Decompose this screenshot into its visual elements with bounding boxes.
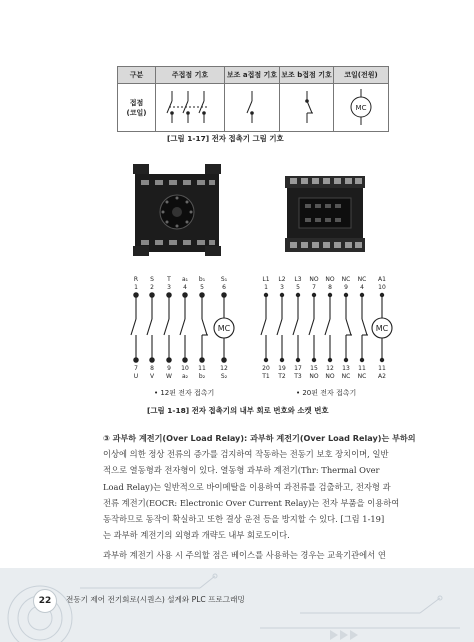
- pin-number: 2: [150, 284, 154, 291]
- pin-letter: NC: [357, 276, 367, 283]
- pin-letter: NO: [325, 276, 335, 283]
- pin-number: 10: [181, 365, 189, 372]
- pin-letter: L1: [262, 276, 270, 283]
- pin-letter: NO: [309, 373, 319, 380]
- pin-letter: U: [133, 373, 139, 380]
- b-contact-symbol: [280, 84, 334, 132]
- pin-letter: a₂: [181, 373, 189, 380]
- pin-letter: A1: [378, 276, 386, 283]
- figure1-caption: [그림 1-17] 전자 접촉기 그림 기호: [167, 134, 284, 143]
- pin-letter: T3: [294, 373, 302, 380]
- 12pin-socket-photo: [133, 160, 221, 258]
- pin-number: 9: [167, 365, 171, 372]
- table-header: 코일(전원): [334, 67, 389, 84]
- pin-number: 4: [360, 284, 364, 291]
- pin-letter: T2: [278, 373, 286, 380]
- pin-letter: NC: [341, 373, 351, 380]
- pin-letter: R: [133, 276, 139, 283]
- pin-number: 8: [328, 284, 332, 291]
- pin-letter: NC: [341, 276, 351, 283]
- pin-letter: b₂: [198, 373, 206, 380]
- pin-number: 4: [183, 284, 187, 291]
- table-header: 보조 b접점 기호: [280, 67, 334, 84]
- pin-number: 12: [326, 365, 334, 372]
- pin-number: 5: [296, 284, 300, 291]
- relay20-circuit: [258, 291, 398, 366]
- symbol-table: [117, 66, 389, 132]
- body-line: Load Relay)는 일반적으로 바이메탈을 이용하여 과전류를 검출하고, 전자형 과: [103, 481, 391, 492]
- row-label: 접점 (코일): [118, 84, 156, 132]
- relay20-coil-label: MC: [375, 324, 389, 333]
- pin-number: 1: [134, 284, 138, 291]
- pin-letter: W: [166, 373, 172, 380]
- relay12-coil-label: MC: [217, 324, 231, 333]
- main-contact-symbol: [156, 84, 225, 132]
- pin-letter: NO: [309, 276, 319, 283]
- body-line: 동작하므로 동작이 확실하고 또한 결상 운전 등을 방지할 수 있다. [그림 1-19]: [103, 514, 385, 525]
- pin-number: 7: [312, 284, 316, 291]
- coil-symbol-icon: [346, 87, 376, 127]
- footer-band: [0, 568, 474, 642]
- pin-letter: S: [150, 276, 154, 283]
- body-line: 과부하 계전기 사용 시 주의할 점은 베이스를 사용하는 경우는 교육기관에서 연: [103, 550, 386, 561]
- pin-number: 12: [220, 365, 228, 372]
- book-title: 전동기 제어 전기회로(시퀀스) 설계와 PLC 프로그래밍: [66, 595, 245, 604]
- pin-number: 17: [294, 365, 302, 372]
- body-line: ③ 과부하 계전기(Over Load Relay): 과부하 계전기(Over Load Relay)는 부하의: [103, 433, 416, 443]
- table-header: 주접점 기호: [156, 67, 225, 84]
- body-line: 이상에 의한 정상 전류의 증가를 검지하여 작동하는 전동기 보호 장치이며, 일반: [103, 449, 389, 460]
- pin-number: 8: [150, 365, 154, 372]
- table-header: 보조 a접점 기호: [225, 67, 280, 84]
- pin-number: 20: [262, 365, 270, 372]
- page-number: 22: [33, 589, 57, 613]
- pin-letter: NO: [325, 373, 335, 380]
- pin-number: 11: [198, 365, 206, 372]
- body-line: 적으로 열동형과 전자형이 있다. 열동형 과부하 계전기(Thr: Thermal Over: [103, 465, 380, 476]
- pin-letter: A2: [378, 373, 386, 380]
- pin-letter: T: [167, 276, 171, 283]
- figure2-caption: [그림 1-18] 전자 접촉기의 내부 회로 번호와 소켓 번호: [147, 406, 329, 415]
- table-header: 구분: [118, 67, 156, 84]
- pin-number: 10: [378, 284, 386, 291]
- body-line: 는 과부하 계전기의 외형과 개략도 내부 회로도이다.: [103, 530, 290, 541]
- main-contact-symbol-icon: [160, 87, 220, 127]
- b-contact-symbol-icon: [292, 87, 322, 127]
- relay12-caption: • 12핀 전자 접촉기: [154, 389, 215, 397]
- pin-number: 6: [222, 284, 226, 291]
- pin-number: 3: [167, 284, 171, 291]
- pin-number: 11: [378, 365, 386, 372]
- pin-number: 19: [278, 365, 286, 372]
- pin-number: 1: [264, 284, 268, 291]
- pin-number: 9: [344, 284, 348, 291]
- pin-letter: T1: [262, 373, 270, 380]
- a-contact-symbol-icon: [237, 87, 267, 127]
- body-line: 전류 계전기(EOCR: Electronic Over Current Relay)는 전자 부품을 이용하여: [103, 497, 400, 508]
- a-contact-symbol: [225, 84, 280, 132]
- pin-letter: L3: [294, 276, 302, 283]
- coil-label: MC: [355, 103, 367, 112]
- pin-number: 5: [200, 284, 204, 291]
- pin-number: 3: [280, 284, 284, 291]
- 20pin-socket-photo: [285, 176, 365, 252]
- body-paragraph: [103, 430, 448, 564]
- pin-number: 11: [358, 365, 366, 372]
- pin-number: 7: [134, 365, 138, 372]
- pin-number: 13: [342, 365, 350, 372]
- pin-letter: a₁: [181, 276, 189, 283]
- pin-letter: S₂: [220, 373, 228, 380]
- pin-letter: b₁: [198, 276, 206, 283]
- pin-letter: V: [149, 373, 155, 380]
- relay12-circuit: [128, 291, 238, 366]
- coil-symbol: [334, 84, 389, 132]
- pin-letter: NC: [357, 373, 367, 380]
- relay20-caption: • 20핀 전자 접촉기: [296, 389, 357, 397]
- pin-letter: L2: [278, 276, 286, 283]
- pin-number: 15: [310, 365, 318, 372]
- circuit-decoration: [0, 568, 474, 642]
- pin-letter: S₁: [220, 276, 228, 283]
